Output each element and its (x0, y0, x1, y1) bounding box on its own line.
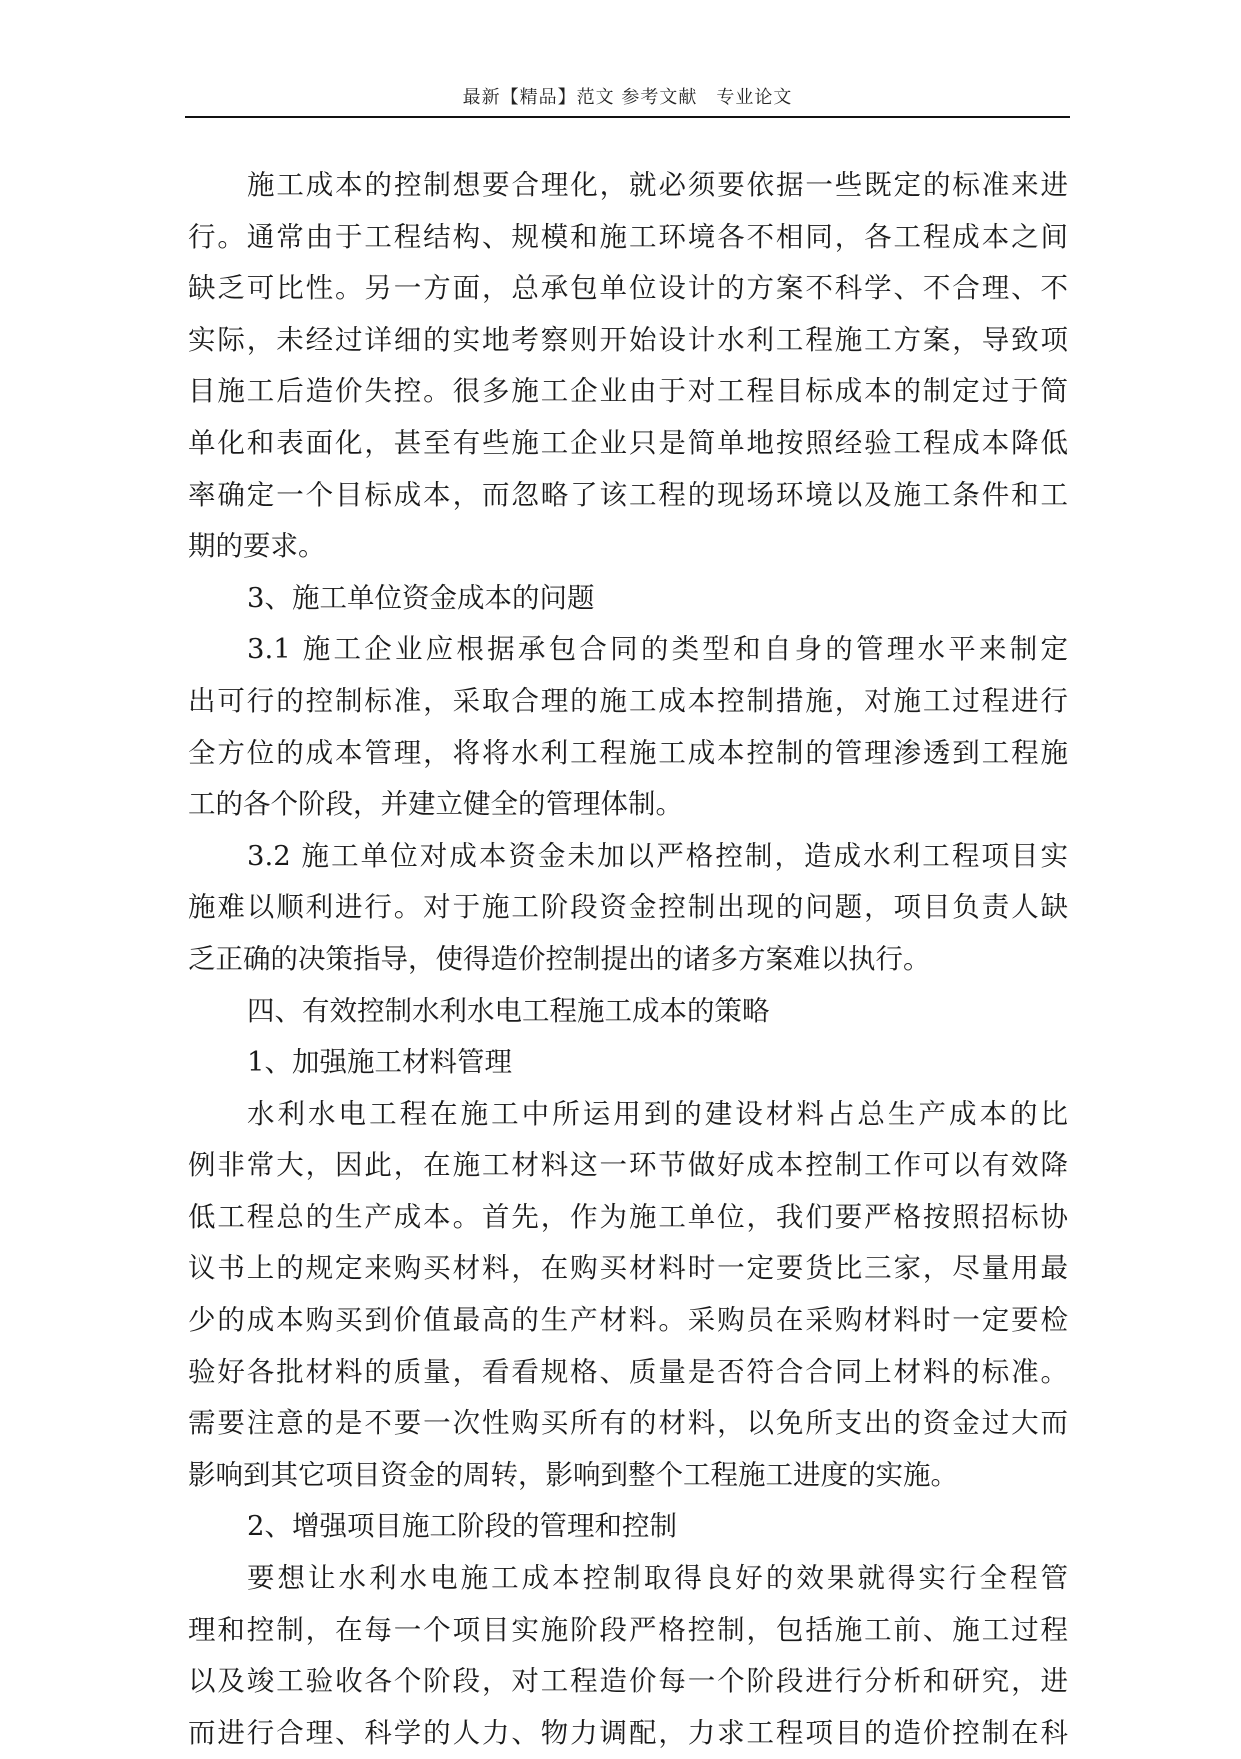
text-line: 例非常大，因此，在施工材料这一环节做好成本控制工作可以有效降 (188, 1149, 1068, 1182)
text-line: 水利水电工程在施工中所运用到的建设材料占总生产成本的比 (247, 1097, 1068, 1130)
text-line: 而进行合理、科学的人力、物力调配，力求工程项目的造价控制在科 (188, 1716, 1068, 1749)
text-line: 1、加强施工材料管理 (247, 1046, 512, 1079)
page-header: 最新【精品】范文 参考文献 专业论文 (462, 87, 793, 108)
text-line: 施难以顺利进行。对于施工阶段资金控制出现的问题，项目负责人缺 (188, 891, 1068, 924)
text-line: 以及竣工验收各个阶段，对工程造价每一个阶段进行分析和研究，进 (188, 1665, 1068, 1698)
text-line: 率确定一个目标成本，而忽略了该工程的现场环境以及施工条件和工 (188, 478, 1068, 511)
text-line: 乏正确的决策指导，使得造价控制提出的诸多方案难以执行。 (188, 942, 931, 975)
text-line: 工的各个阶段，并建立健全的管理体制。 (188, 788, 683, 821)
text-line: 缺乏可比性。另一方面，总承包单位设计的方案不科学、不合理、不 (188, 272, 1068, 305)
text-line: 3.1 施工企业应根据承包合同的类型和自身的管理水平来制定 (247, 633, 1068, 666)
text-line: 少的成本购买到价值最高的生产材料。采购员在采购材料时一定要检 (188, 1304, 1068, 1337)
text-line: 四、有效控制水利水电工程施工成本的策略 (247, 994, 770, 1027)
text-line: 期的要求。 (188, 530, 326, 563)
text-line: 验好各批材料的质量，看看规格、质量是否符合合同上材料的标准。 (188, 1355, 1068, 1388)
text-line: 议书上的规定来购买材料，在购买材料时一定要货比三家，尽量用最 (188, 1252, 1068, 1285)
document-body (188, 160, 1068, 1759)
header-divider (185, 116, 1070, 118)
text-line: 3、施工单位资金成本的问题 (247, 581, 595, 614)
text-line: 需要注意的是不要一次性购买所有的材料，以免所支出的资金过大而 (188, 1407, 1068, 1440)
text-line: 低工程总的生产成本。首先，作为施工单位，我们要严格按照招标协 (188, 1200, 1068, 1233)
text-line: 出可行的控制标准，采取合理的施工成本控制措施，对施工过程进行 (188, 684, 1068, 717)
text-line: 目施工后造价失控。很多施工企业由于对工程目标成本的制定过于简 (188, 375, 1068, 408)
text-line: 全方位的成本管理，将将水利工程施工成本控制的管理渗透到工程施 (188, 736, 1068, 769)
text-line: 单化和表面化，甚至有些施工企业只是简单地按照经验工程成本降低 (188, 426, 1068, 459)
text-line: 影响到其它项目资金的周转，影响到整个工程施工进度的实施。 (188, 1458, 958, 1491)
text-line: 理和控制，在每一个项目实施阶段严格控制，包括施工前、施工过程 (188, 1613, 1068, 1646)
text-line: 施工成本的控制想要合理化，就必须要依据一些既定的标准来进 (247, 169, 1068, 201)
text-line: 实际，未经过详细的实地考察则开始设计水利工程施工方案，导致项 (188, 323, 1068, 356)
text-line: 要想让水利水电施工成本控制取得良好的效果就得实行全程管 (247, 1562, 1068, 1595)
text-line: 2、增强项目施工阶段的管理和控制 (247, 1510, 677, 1543)
text-line: 行。通常由于工程结构、规模和施工环境各不相同，各工程成本之间 (188, 220, 1068, 253)
text-line: 3.2 施工单位对成本资金未加以严格控制，造成水利工程项目实 (247, 839, 1068, 872)
